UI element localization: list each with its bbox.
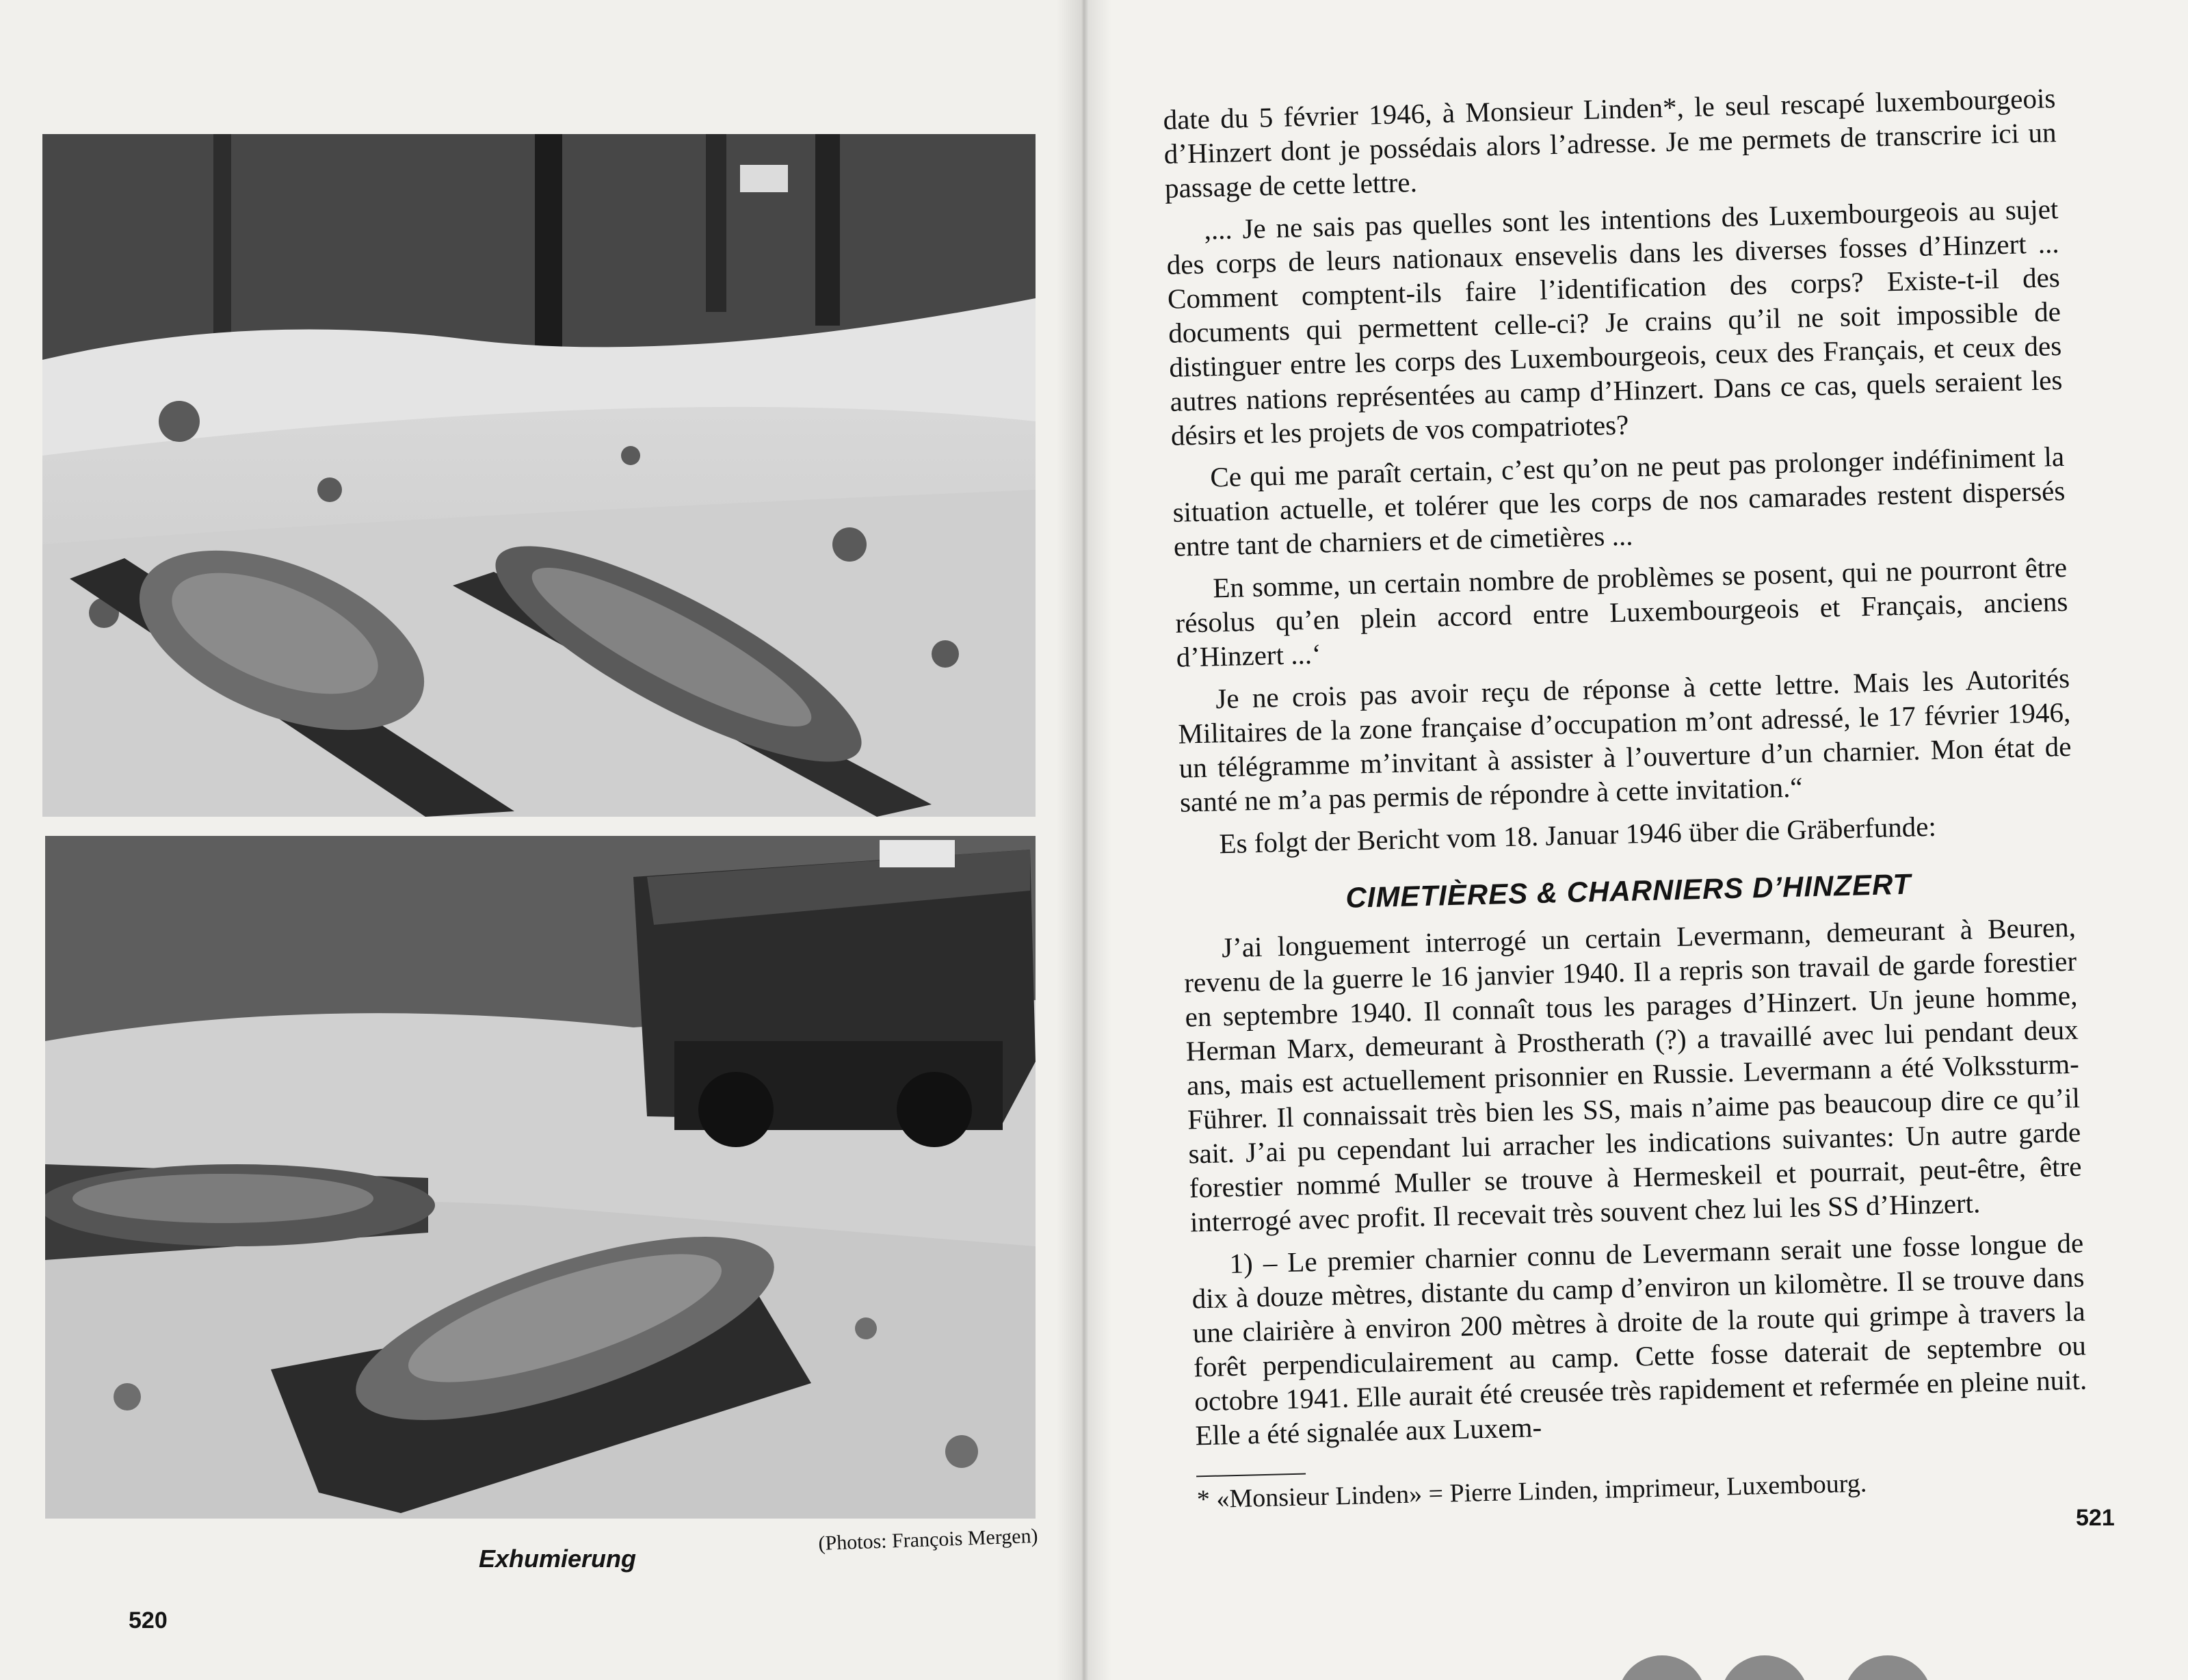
section-heading: CIMETIÈRES & CHARNIERS D’HINZERT	[1345, 867, 1912, 914]
paragraph: Es folgt der Bericht vom 18. Januar 1946 über die Gräberfunde:	[1218, 810, 1937, 860]
decorative-circle	[1618, 1655, 1706, 1680]
photo-credit: (Photos: François Mergen)	[818, 1524, 1039, 1555]
photo-caption: Exhumierung	[479, 1545, 637, 1573]
photo-top-image	[42, 134, 1036, 817]
decorative-circle	[1720, 1655, 1809, 1680]
footnote: * «Monsieur Linden» = Pierre Linden, imprimeur, Luxembourg.	[1196, 1469, 1867, 1514]
paragraph: 1) – Le premier charnier connu de Levermann serait une fosse longue de dix à douze mètres, distante du camp d’environ un kilomètre. Il se trouve dans une clairière à environ 200 mètres à droite de la route qui grimpe à travers la forêt perpendiculairement au camp. Cette fosse daterait de septembre ou octobre 1941. Elle aurait été creusée très rapidement et refermée en pleine nuit. Elle a été signalée aux Luxem-	[1191, 1226, 2087, 1452]
paragraph: Je ne crois pas avoir reçu de réponse à cette lettre. Mais les Autorités Militaires de la zone française d’occupation m’ont adressé, le 17 février 1946, un télégramme m’invitant à assister à l’ouverture d’un charnier. Mon état de santé ne m’a pas permis de répondre à cette invitation.“	[1177, 661, 2072, 818]
decorative-circle	[1843, 1655, 1932, 1680]
exhumation-photo-bottom	[45, 836, 1036, 1519]
body-text	[1163, 81, 2090, 1525]
exhumation-photo-top	[42, 134, 1036, 817]
page-number-right: 521	[2076, 1505, 2115, 1531]
paragraph: ,... Je ne sais pas quelles sont les intentions des Luxembourgeois au sujet des corps de leurs nationaux ensevelis dans les diverses fosses d’Hinzert ... Comment comptent-ils faire l’identification des corps? Existe-t-il des documents qui permettent celle-ci? Je crains qu’il ne soit impossible de distinguer entre les corps des Luxembourgeois, ceux des Français, et ceux des autres nations représentées au camp d’Hinzert. Dans ce cas, quels seraient les désirs et les projets de vos compatriotes?	[1166, 193, 2063, 451]
photo-bottom-image	[45, 836, 1036, 1519]
book-gutter	[1057, 0, 1111, 1680]
footnote-divider	[1196, 1473, 1306, 1477]
paragraph: Ce qui me paraît certain, c’est qu’on ne peut pas prolonger indéfiniment la situation actuelle, et tolérer que les corps de nos camarades restent dispersés entre tant de charniers et de cimetières ...	[1172, 440, 2066, 562]
left-page	[0, 0, 1084, 1680]
paragraph: date du 5 février 1946, à Monsieur Linden*, le seul rescapé luxembourgeois d’Hinzert dont je possédais alors l’adresse. Je me permets de transcrire ici un passage de cette lettre.	[1163, 82, 2057, 204]
paragraph: En somme, un certain nombre de problèmes se posent, qui ne pourront être résolus qu’en plein accord entre Luxembourgeois et Français, anciens d’Hinzert ...‘	[1175, 551, 2068, 673]
right-page	[1084, 0, 2188, 1680]
page-number-left: 520	[129, 1607, 168, 1633]
paragraph: J’ai longuement interrogé un certain Levermann, demeurant à Beuren, revenu de la guerre le 16 janvier 1940. Il a repris son travail de garde forestier en septembre 1940. Il connaît tous les parages d’Hinzert. Un jeune homme, Herman Marx, demeurant à Prostherath (?) a travaillé avec lui pendant deux ans, mais est actuellement prisonnier en Russie. Levermann a été Volkssturm-Führer. Il connaissait très bien les SS, mais n’aime pas beaucoup dire ce qu’il sait. J’ai pu cependant lui arracher les indications suivantes: Un autre garde forestier nommé Muller se trouve à Hermeskeil et pourrait, peut-être, être interrogé avec profit. Il recevait très souvent chez lui les SS d’Hinzert.	[1183, 910, 2082, 1238]
